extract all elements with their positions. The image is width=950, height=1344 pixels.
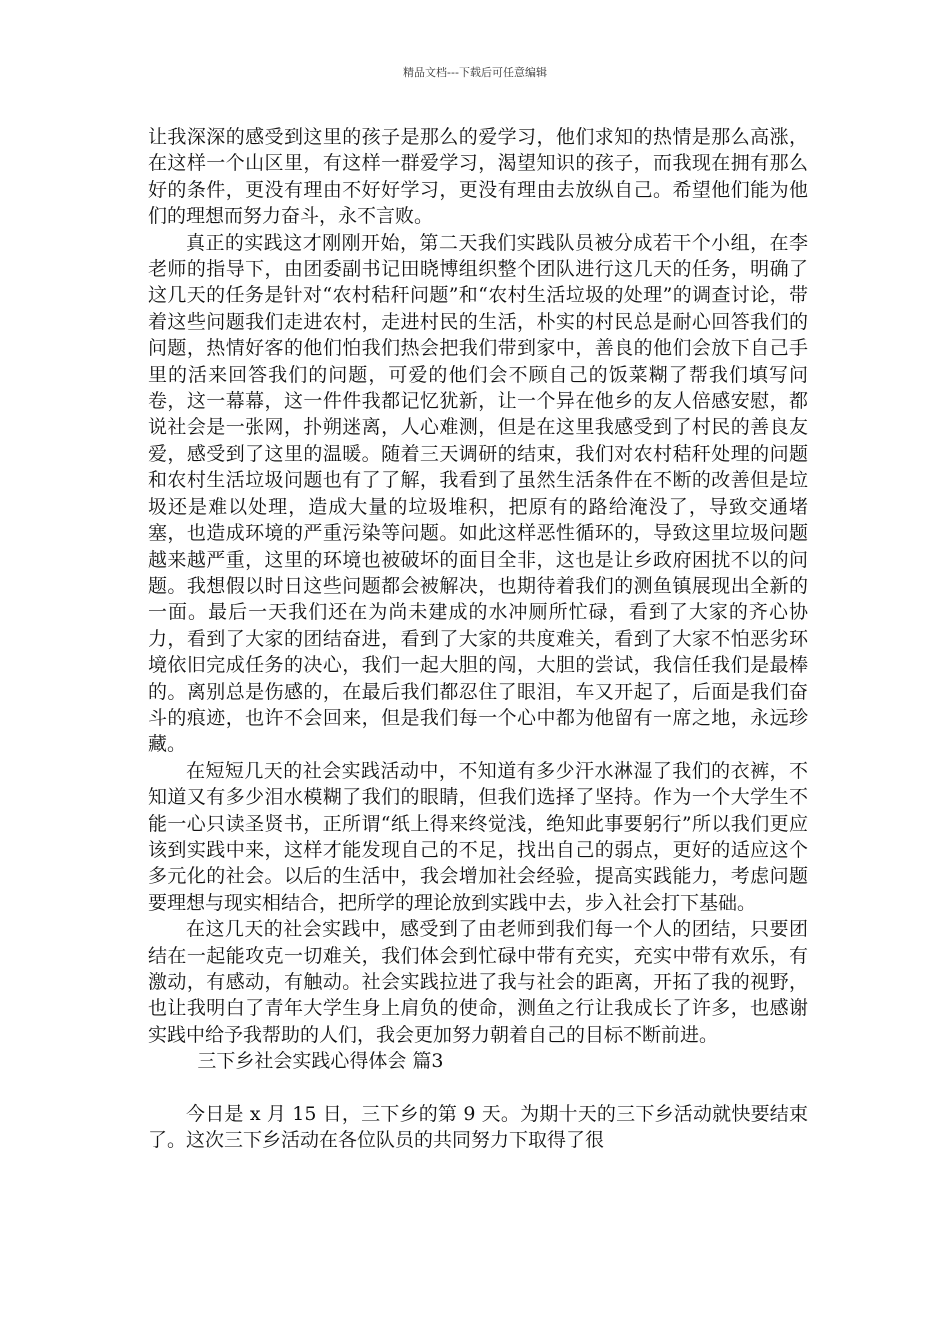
blank-line: [148, 1075, 808, 1101]
document-body: [148, 124, 808, 1154]
paragraph-final: 今日是 x 月 15 日，三下乡的第 9 天。为期十天的三下乡活动就快要结束了。这次三下乡活动在各位队员的共同努力下取得了很: [148, 1103, 808, 1152]
paragraph-continuation: 让我深深的感受到这里的孩子是那么的爱学习，他们求知的热情是那么高涨，在这样一个山区里，有这样一群爱学习，渴望知识的孩子，而我现在拥有那么好的条件，更没有理由不好好学习，更没有理由去放纵自己。希望他们能为他们的理想而努力奋斗，永不言败。: [148, 126, 808, 228]
paragraph-practice: 真正的实践这才刚刚开始，第二天我们实践队员被分成若干个小组，在李老师的指导下，由团委副书记田晓博组织整个团队进行这几天的任务，明确了这几天的任务是针对“农村秸秆问题”和“农村生活垃圾的处理”的调查讨论，带着这些问题我们走进农村，走进村民的生活，朴实的村民总是耐心回答我们的问题，热情好客的他们怕我们热会把我们带到家中，善良的他们会放下自己手里的活来回答我们的问题，可爱的他们会不顾自己的饭菜糊了帮我们填写问卷，这一幕幕，这一件件我都记忆犹新，让一个异在他乡的友人倍感安慰，都说社会是一张网，扑朔迷离，人心难测，但是在这里我感受到了村民的善良友爱，感受到了这里的温暖。随着三天调研的结束，我们对农村秸秆处理的问题和农村生活垃圾问题也有了了解，我看到了虽然生活条件在不断的改善但是垃圾还是难以处理，造成大量的垃圾堆积，把原有的路给淹没了，导致交通堵塞，也造成环境的严重污染等问题。如此这样恶性循环的，导致这里垃圾问题越来越严重，这里的环境也被破坏的面目全非，这也是让乡政府困扰不以的问题。我想假以时日这些问题都会被解决，也期待着我们的测鱼镇展现出全新的一面。最后一天我们还在为尚未建成的水冲厕所忙碌，看到了大家的齐心协力，看到了大家的团结奋进，看到了大家的共度难关，看到了大家不怕恶劣环境依旧完成任务的决心，我们一起大胆的闯，大胆的尝试，我信任我们是最棒的。离别总是伤感的，在最后我们都忍住了眼泪，车又开起了，后面是我们奋斗的痕迹，也许不会回来，但是我们每一个心中都为他留有一席之地，永远珍藏。: [148, 231, 808, 756]
paragraph-unity: 在这几天的社会实践中，感受到了由老师到我们每一个人的团结，只要团结在一起能攻克一切难关，我们体会到忙碌中带有充实，充实中带有欢乐，有激动，有感动，有触动。社会实践拉进了我与社会的距离，开拓了我的视野，也让我明白了青年大学生身上肩负的使命，测鱼之行让我成长了许多，也感谢实践中给予我帮助的人们，我会更加努力朝着自己的目标不断前进。: [148, 918, 808, 1046]
paragraph-reflection: 在短短几天的社会实践活动中，不知道有多少汗水淋湿了我们的衣裤，不知道又有多少泪水模糊了我们的眼睛，但我们选择了坚持。作为一个大学生不能一心只读圣贤书，正所谓“纸上得来终觉浅，绝知此事要躬行”所以我们更应该到实践中来，这样才能发现自己的不足，找出自己的弱点，更好的适应这个多元化的社会。以后的生活中，我会增加社会经验，提高实践能力，考虑问题要理想与现实相结合，把所学的理论放到实践中去，步入社会打下基础。: [148, 759, 808, 914]
section-heading: 三下乡社会实践心得体会 篇3: [197, 1050, 444, 1073]
page-header: 精品文档---下载后可任意编辑: [403, 66, 547, 79]
